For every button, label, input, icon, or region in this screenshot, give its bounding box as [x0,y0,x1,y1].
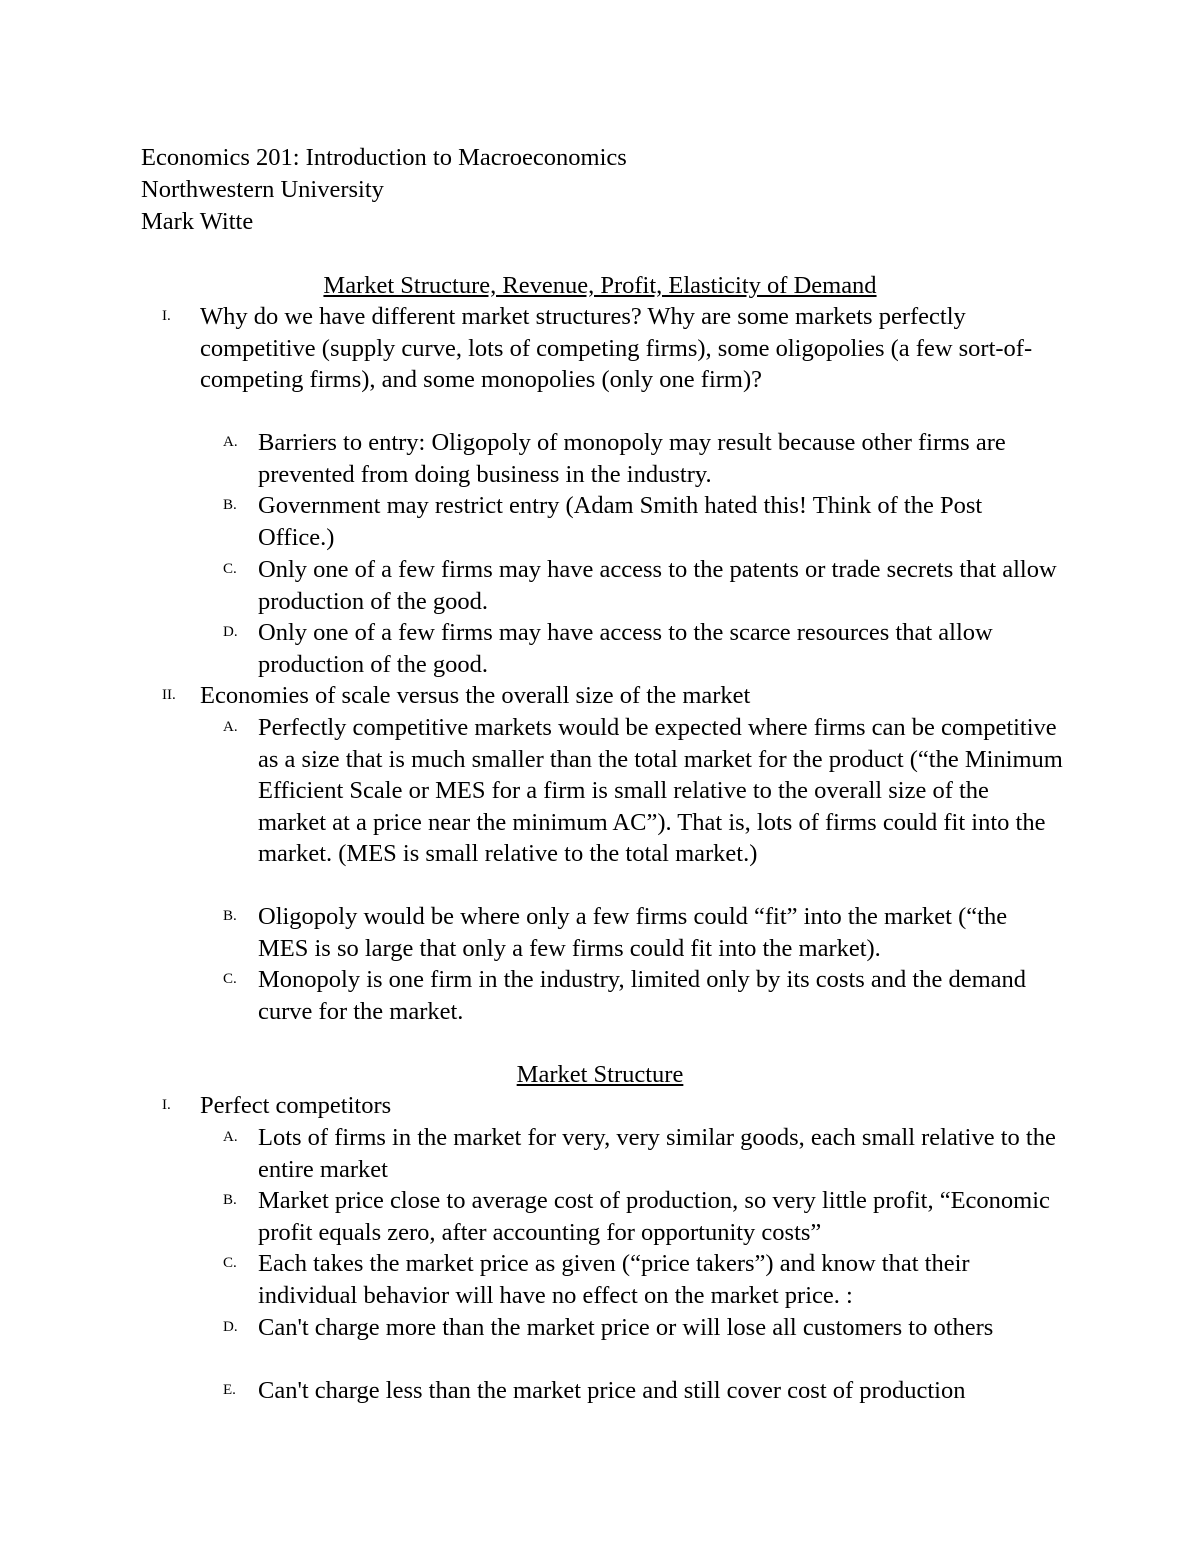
outline-marker: B. [223,1192,237,1208]
outline-item-I [162,301,1060,396]
university-name: Northwestern University [141,176,384,203]
outline-text: Only one of a few firms may have access to the patents or trade secrets that allow production of the good. [258,556,1057,615]
course-title: Economics 201: Introduction to Macroeconomics [141,144,627,171]
section-title: Market Structure, Revenue, Profit, Elasticity of Demand [323,272,877,299]
outline-item-I [162,1090,1060,1122]
outline-subitem-D [223,617,1063,680]
outline-marker: D. [223,624,238,640]
outline-subitem-C [223,554,1063,617]
outline-marker: B. [223,497,237,513]
outline-text: Market price close to average cost of production, so very little profit, “Economic profit equals zero, after accounting for opportunity costs” [258,1187,1050,1246]
outline-subitem-D [223,1312,1063,1344]
outline-subitem-A [223,1122,1063,1185]
outline-subitem-C [223,964,1063,1027]
section-title: Market Structure [516,1061,684,1088]
outline-text: Each takes the market price as given (“price takers”) and know that their individual behavior will have no effect on the market price. : [258,1250,970,1309]
outline-marker: C. [223,1255,237,1271]
outline-subitem-C [223,1248,1063,1311]
outline-marker: D. [223,1319,238,1335]
outline-marker: B. [223,908,237,924]
outline-marker: A. [223,1129,238,1145]
outline-marker: C. [223,971,237,987]
outline-text: Perfectly competitive markets would be expected where firms can be competitive as a size that is much smaller than the total market for the product (“the Minimum Efficient Scale or MES for a firm is small relative to the overall size of the market at a price near the minimum AC”). That is, lots of firms could fit into the market. (MES is small relative to the total market.) [258,714,1063,867]
outline-subitem-B [223,1185,1063,1248]
outline-text: Economies of scale versus the overall size of the market [200,682,751,709]
outline-marker: I. [162,308,171,324]
outline-text: Oligopoly would be where only a few firms could “fit” into the market (“the MES is so large that only a few firms could fit into the market). [258,903,1008,962]
outline-text: Lots of firms in the market for very, very similar goods, each small relative to the entire market [258,1124,1056,1183]
outline-text: Why do we have different market structures? Why are some markets perfectly competitive (supply curve, lots of competing firms), some oligopolies (a few sort-of-competing firms), and some monopolies (only one firm)? [200,303,1033,393]
outline-text: Perfect competitors [200,1092,392,1119]
outline-marker: E. [223,1382,236,1398]
outline-text: Government may restrict entry (Adam Smith hated this! Think of the Post Office.) [258,492,983,551]
author-name: Mark Witte [141,208,254,235]
outline-marker: C. [223,561,237,577]
outline-subitem-B [223,490,1063,553]
outline-marker: A. [223,434,238,450]
outline-text: Can't charge more than the market price or will lose all customers to others [258,1314,994,1341]
outline-subitem-E [223,1375,1063,1407]
outline-marker: II. [162,687,176,703]
outline-text: Monopoly is one firm in the industry, limited only by its costs and the demand curve for the market. [258,966,1027,1025]
outline-text: Can't charge less than the market price and still cover cost of production [258,1377,966,1404]
outline-item-II [162,680,1060,712]
outline-marker: A. [223,719,238,735]
outline-subitem-B [223,901,1063,964]
outline-subitem-A [223,427,1063,490]
outline-subitem-A [223,712,1063,870]
outline-marker: I. [162,1097,171,1113]
outline-text: Only one of a few firms may have access to the scarce resources that allow production of the good. [258,619,993,678]
outline-text: Barriers to entry: Oligopoly of monopoly may result because other firms are prevented from doing business in the industry. [258,429,1006,488]
